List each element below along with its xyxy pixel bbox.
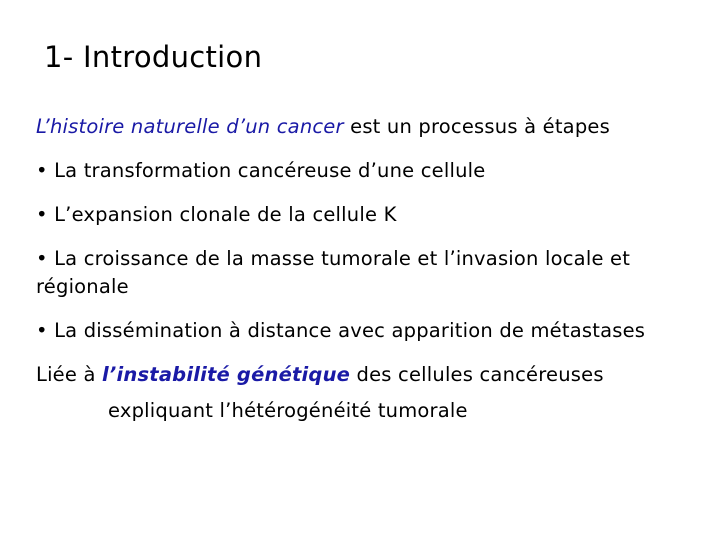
intro-paragraph: [36, 113, 676, 141]
intro-rest: est un processus à étapes: [343, 115, 610, 138]
bullet-item-2: • L’expansion clonale de la cellule K: [36, 203, 397, 226]
conclusion-emphasis: l’instabilité génétique: [102, 363, 351, 386]
conclusion-paragraph: [36, 361, 676, 389]
conclusion-continuation: expliquant l’hétérogénéité tumorale: [108, 399, 468, 422]
slide-content: [36, 113, 676, 441]
conclusion-suffix: des cellules cancéreuses: [350, 363, 604, 386]
bullet-item-1: • La transformation cancéreuse d’une cellule: [36, 159, 486, 182]
bullet-item-3: • La croissance de la masse tumorale et l’invasion locale et régionale: [36, 247, 631, 298]
conclusion-prefix: Liée à: [36, 363, 103, 386]
bullet-item-4: • La dissémination à distance avec apparition de métastases: [36, 319, 646, 342]
intro-emphasis: L’histoire naturelle d’un cancer: [36, 115, 344, 138]
slide-title: 1- Introduction: [44, 40, 263, 74]
